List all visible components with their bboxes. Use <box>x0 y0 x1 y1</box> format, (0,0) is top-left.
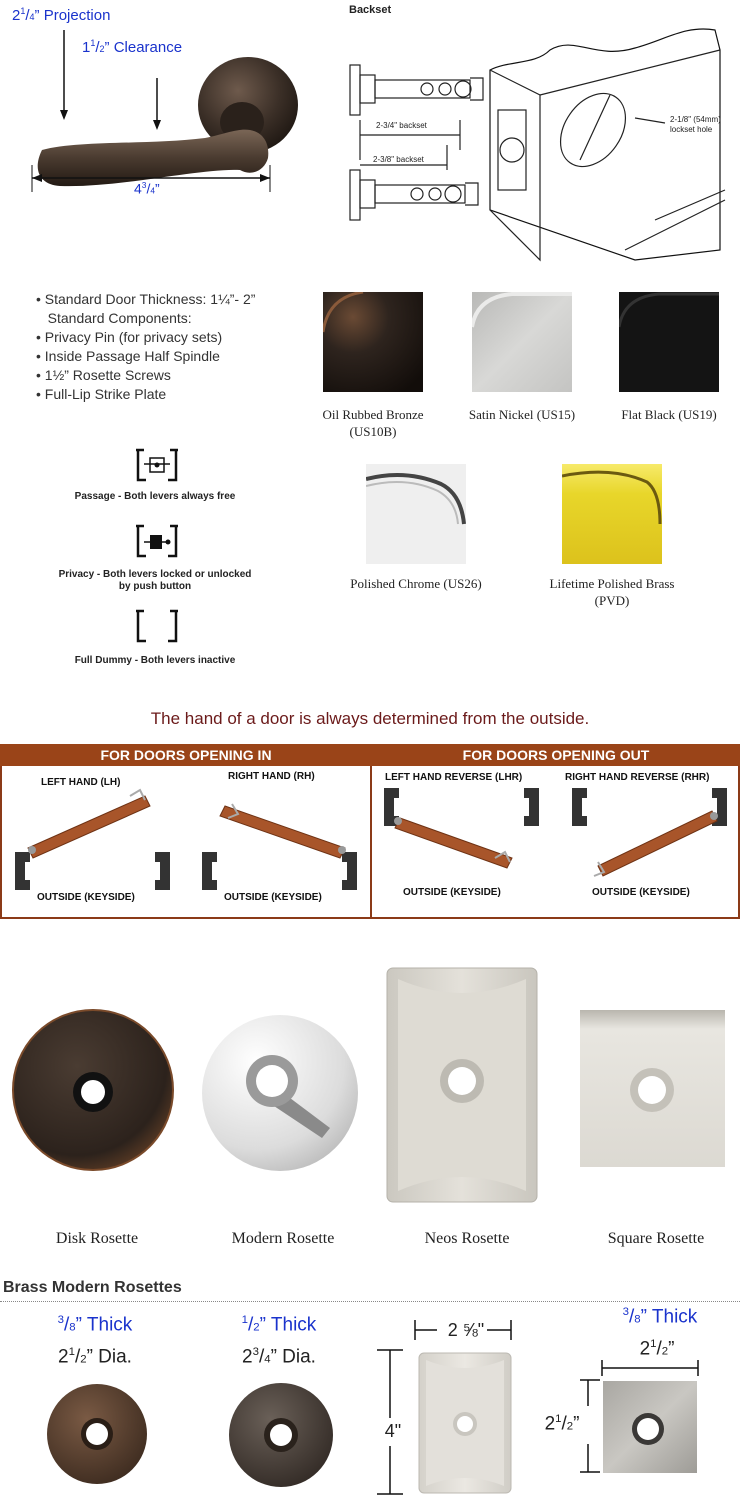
neos-rosette-image <box>386 967 538 1203</box>
finish-swatch-oil-rubbed-bronze <box>323 292 423 392</box>
finish-label-polished-brass: Lifetime Polished Brass (PVD) <box>549 576 675 608</box>
finish-swatch-flat-black <box>619 292 719 392</box>
neos-height-label: 4" <box>384 1421 402 1441</box>
finish-label-polished-chrome: Polished Chrome (US26) <box>350 576 482 591</box>
projection-label: $2^1/4$” Projection <box>12 6 111 24</box>
rosette1-diameter: $2^1/2$” Dia. <box>58 1346 132 1368</box>
finish-label-oil-rubbed-bronze: Oil Rubbed Bronze (US10B) <box>322 407 424 439</box>
lever-length-label: $4^3/4$” <box>134 180 160 197</box>
section-divider <box>0 1301 740 1302</box>
specs-list <box>36 290 255 404</box>
disk-rosette-label: Disk Rosette <box>55 1230 139 1247</box>
finish-swatch-polished-chrome <box>366 464 466 564</box>
neos-width-label: 2 ⅝" <box>447 1320 485 1340</box>
rosette1-thickness: $^3$/8” Thick <box>57 1314 133 1336</box>
lever-illustration <box>0 0 320 210</box>
neos-brass-rosette-image <box>418 1352 512 1494</box>
outside-label-rh: OUTSIDE (KEYSIDE) <box>224 892 322 903</box>
door-rhr <box>598 811 717 876</box>
outside-label-lh: OUTSIDE (KEYSIDE) <box>37 892 135 903</box>
clearance-label: $1^1/2$” Clearance <box>82 38 183 56</box>
brass-rosette-1-image <box>44 1381 150 1487</box>
spec-item: • 1½” Rosette Screws <box>36 367 171 383</box>
door-lhr <box>395 818 512 868</box>
passage-function-label: Passage - Both levers always free <box>74 491 236 502</box>
dummy-function-icon <box>130 605 184 647</box>
backset-label-b: 2-3/8" backset <box>373 155 424 164</box>
modern-rosette-image <box>200 1013 360 1173</box>
rosette2-diameter: $2^3/4$” Dia. <box>242 1346 316 1368</box>
finish-swatch-satin-nickel <box>472 292 572 392</box>
door-lh <box>28 796 150 858</box>
finish-swatch-polished-brass <box>562 464 662 564</box>
passage-function-icon <box>130 444 184 486</box>
doors-opening-in-header: FOR DOORS OPENING IN <box>0 744 372 766</box>
spec-item: • Inside Passage Half Spindle <box>36 348 220 364</box>
outside-label-lhr: OUTSIDE (KEYSIDE) <box>403 887 501 898</box>
square-rosette-image <box>580 1010 725 1167</box>
neos-rosette-label: Neos Rosette <box>424 1230 510 1247</box>
spec-item: • Standard Door Thickness: 1¼”- 2” <box>36 291 256 307</box>
finish-label-satin-nickel: Satin Nickel (US15) <box>468 407 576 422</box>
square-brass-rosette-image <box>603 1381 697 1473</box>
privacy-function-label: Privacy - Both levers locked or unlocked by push button <box>58 569 252 592</box>
lockset-hole-label-1: 2-1/8" (54mm) <box>670 115 721 124</box>
square-height-label: $2^1/2$” <box>544 1413 580 1435</box>
backset-diagram <box>335 20 740 270</box>
privacy-function-icon <box>130 520 184 562</box>
square-thickness: $^3$/8” Thick <box>622 1306 698 1328</box>
rosette2-thickness: $^1$/2” Thick <box>241 1314 317 1336</box>
finish-label-flat-black: Flat Black (US19) <box>621 407 717 422</box>
spec-item: • Full-Lip Strike Plate <box>36 386 167 402</box>
lockset-hole-label-2: lockset hole <box>670 125 713 134</box>
right-hand-label: RIGHT HAND (RH) <box>228 771 315 782</box>
square-rosette-label: Square Rosette <box>607 1230 705 1247</box>
square-width-label: $2^1/2$” <box>639 1338 675 1360</box>
backset-title: Backset <box>349 4 392 16</box>
left-hand-label: LEFT HAND (LH) <box>41 777 121 788</box>
left-hand-reverse-label: LEFT HAND REVERSE (LHR) <box>385 772 523 783</box>
outside-label-rhr: OUTSIDE (KEYSIDE) <box>592 887 690 898</box>
doors-opening-out-header: FOR DOORS OPENING OUT <box>372 744 740 766</box>
dummy-function-label: Full Dummy - Both levers inactive <box>74 655 236 666</box>
modern-rosette-label: Modern Rosette <box>231 1230 335 1247</box>
brass-rosette-2-image <box>226 1380 336 1490</box>
brass-modern-rosettes-title: Brass Modern Rosettes <box>3 1279 182 1296</box>
right-hand-reverse-label: RIGHT HAND REVERSE (RHR) <box>565 772 710 783</box>
spec-item: Standard Components: <box>36 310 192 326</box>
handing-headline: The hand of a door is always determined from the outside. <box>150 709 590 728</box>
spec-item: • Privacy Pin (for privacy sets) <box>36 329 223 345</box>
disk-rosette-image <box>11 1008 175 1172</box>
backset-label-a: 2-3/4" backset <box>376 121 427 130</box>
